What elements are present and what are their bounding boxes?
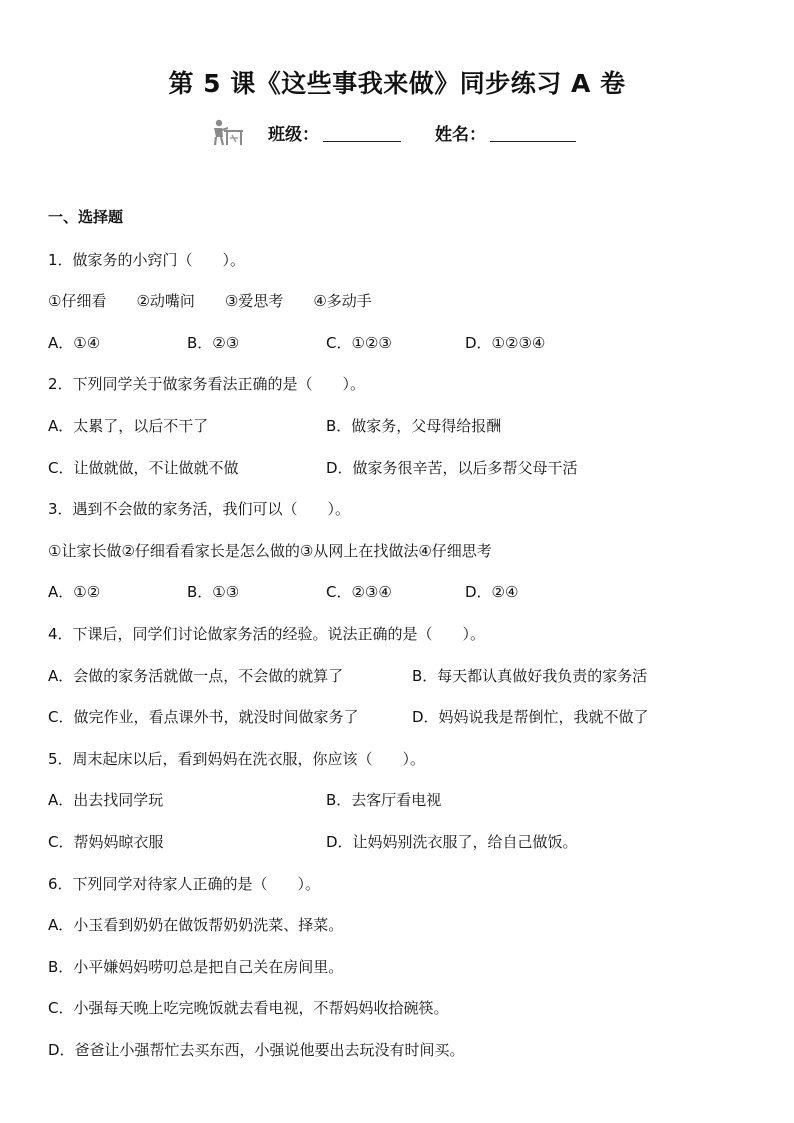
name-label: 姓名： bbox=[435, 124, 486, 145]
option-d[interactable]: D．①②③④ bbox=[465, 334, 546, 352]
name-blank[interactable] bbox=[490, 123, 576, 142]
section-title: 一、选择题 bbox=[48, 208, 124, 226]
option-a[interactable]: A．太累了，以后不干了 bbox=[48, 417, 209, 435]
option-c[interactable]: C．①②③ bbox=[326, 334, 392, 352]
option-c[interactable]: C．②③④ bbox=[326, 583, 392, 601]
option-a[interactable]: A．出去找同学玩 bbox=[48, 791, 164, 809]
question-stem: 6．下列同学对待家人正确的是（ ）。 bbox=[48, 875, 321, 893]
option-c[interactable]: C．小强每天晚上吃完晚饭就去看电视，不帮妈妈收拾碗筷。 bbox=[48, 999, 449, 1017]
option-d[interactable]: D．让妈妈别洗衣服了，给自己做饭。 bbox=[326, 833, 578, 851]
option-b[interactable]: B．②③ bbox=[187, 334, 240, 352]
option-d[interactable]: D．②④ bbox=[465, 583, 519, 601]
option-b[interactable]: B．去客厅看电视 bbox=[326, 791, 442, 809]
option-b[interactable]: B．做家务，父母得给报酬 bbox=[326, 417, 502, 435]
page-title: 第 5 课《这些事我来做》同步练习 A 卷 bbox=[168, 69, 626, 98]
option-d[interactable]: D．妈妈说我是帮倒忙，我就不做了 bbox=[412, 708, 649, 726]
option-c[interactable]: C．帮妈妈晾衣服 bbox=[48, 833, 164, 851]
option-a[interactable]: A．①④ bbox=[48, 334, 101, 352]
option-b[interactable]: B．每天都认真做好我负责的家务活 bbox=[412, 667, 648, 685]
option-b[interactable]: B．①③ bbox=[187, 583, 240, 601]
question-stem: 1．做家务的小窍门（ ）。 bbox=[48, 251, 246, 269]
question-stem: 5．周末起床以后，看到妈妈在洗衣服，你应该（ ）。 bbox=[48, 750, 426, 768]
class-blank[interactable] bbox=[323, 123, 401, 142]
option-c[interactable]: C．做完作业，看点课外书，就没时间做家务了 bbox=[48, 708, 359, 726]
question-stem: 3．遇到不会做的家务活，我们可以（ ）。 bbox=[48, 500, 351, 518]
question-statements: ①让家长做②仔细看看家长是怎么做的③从网上在找做法④仔细思考 bbox=[48, 542, 492, 560]
option-d[interactable]: D．做家务很辛苦，以后多帮父母干活 bbox=[326, 459, 578, 477]
option-a[interactable]: A．会做的家务活就做一点，不会做的就算了 bbox=[48, 667, 344, 685]
question-stem: 4．下课后，同学们讨论做家务活的经验。说法正确的是（ ）。 bbox=[48, 625, 486, 643]
student-info bbox=[210, 118, 576, 146]
question-statements: ①仔细看 ②动嘴问 ③爱思考 ④多动手 bbox=[48, 292, 372, 310]
option-c[interactable]: C．让做就做，不让做就不做 bbox=[48, 459, 239, 477]
option-b[interactable]: B．小平嫌妈妈唠叨总是把自己关在房间里。 bbox=[48, 958, 344, 976]
option-a[interactable]: A．①② bbox=[48, 583, 101, 601]
option-d[interactable]: D．爸爸让小强帮忙去买东西，小强说他要出去玩没有时间买。 bbox=[48, 1041, 465, 1059]
option-a[interactable]: A．小玉看到奶奶在做饭帮奶奶洗菜、择菜。 bbox=[48, 916, 344, 934]
writing-student-icon bbox=[210, 118, 246, 146]
question-stem: 2．下列同学关于做家务看法正确的是（ ）。 bbox=[48, 375, 366, 393]
class-label: 班级： bbox=[268, 124, 319, 145]
